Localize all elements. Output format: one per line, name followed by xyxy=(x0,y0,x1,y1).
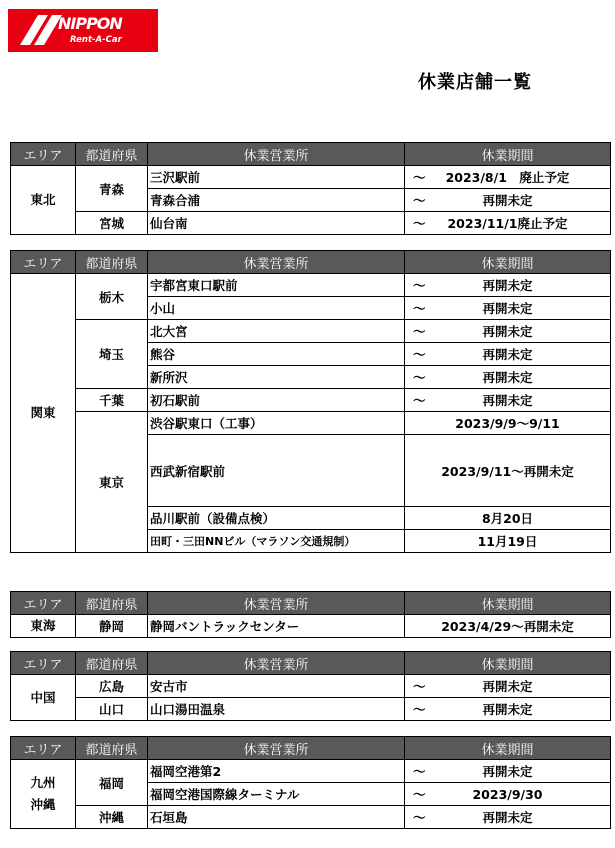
period-text: 2023/9/9〜9/11 xyxy=(455,416,560,431)
header-office: 休業営業所 xyxy=(148,592,405,615)
header-area: エリア xyxy=(11,592,76,615)
header-period: 休業期間 xyxy=(405,251,611,274)
header-prefecture: 都道府県 xyxy=(76,251,148,274)
office-cell: 福岡空港国際線ターミナル xyxy=(148,783,405,806)
header-period: 休業期間 xyxy=(405,143,611,166)
office-cell: 仙台南 xyxy=(148,212,405,235)
header-prefecture: 都道府県 xyxy=(76,737,148,760)
header-prefecture: 都道府県 xyxy=(76,652,148,675)
header-office: 休業営業所 xyxy=(148,143,405,166)
period-text: 再開未定 xyxy=(482,393,533,408)
table-row xyxy=(11,675,611,698)
period-cell xyxy=(405,760,611,783)
office-cell: 三沢駅前 xyxy=(148,166,405,189)
office-cell: 初石駅前 xyxy=(148,389,405,412)
office-cell: 安古市 xyxy=(148,675,405,698)
period-cell xyxy=(405,212,611,235)
prefecture-cell: 静岡 xyxy=(76,615,148,638)
period-text: 再開未定 xyxy=(482,370,533,385)
period-cell xyxy=(405,366,611,389)
period-text: 2023/9/30 xyxy=(472,786,543,802)
header-office: 休業営業所 xyxy=(148,652,405,675)
period-cell xyxy=(405,343,611,366)
office-cell: 宇都宮東口駅前 xyxy=(148,274,405,297)
prefecture-cell: 千葉 xyxy=(76,389,148,412)
area-table xyxy=(10,142,611,235)
office-cell: 渋谷駅東口（工事） xyxy=(148,412,405,435)
table-row xyxy=(11,212,611,235)
prefecture-cell: 山口 xyxy=(76,698,148,721)
header-area: エリア xyxy=(11,652,76,675)
area-cell: 関東 xyxy=(11,274,76,553)
prefecture-cell: 福岡 xyxy=(76,760,148,806)
tilde-mark: 〜 xyxy=(413,702,426,717)
header-area: エリア xyxy=(11,143,76,166)
area-cell: 九州 沖縄 xyxy=(11,760,76,829)
office-cell: 山口湯田温泉 xyxy=(148,698,405,721)
prefecture-cell: 宮城 xyxy=(76,212,148,235)
office-cell: 小山 xyxy=(148,297,405,320)
tilde-mark: 〜 xyxy=(413,370,426,385)
tilde-mark: 〜 xyxy=(413,764,426,779)
area-table xyxy=(10,651,611,721)
header-period: 休業期間 xyxy=(405,737,611,760)
period-cell xyxy=(405,274,611,297)
prefecture-cell: 東京 xyxy=(76,412,148,553)
header-area: エリア xyxy=(11,737,76,760)
period-cell xyxy=(405,615,611,638)
logo-subtitle: Rent-A-Car xyxy=(70,35,122,45)
tilde-mark: 〜 xyxy=(413,347,426,362)
period-cell xyxy=(405,435,611,507)
tilde-mark: 〜 xyxy=(413,216,426,231)
prefecture-cell: 広島 xyxy=(76,675,148,698)
office-cell: 石垣島 xyxy=(148,806,405,829)
period-cell xyxy=(405,297,611,320)
header-period: 休業期間 xyxy=(405,652,611,675)
tilde-mark: 〜 xyxy=(413,278,426,293)
tilde-mark: 〜 xyxy=(413,787,426,802)
office-cell: 静岡バントラックセンター xyxy=(148,615,405,638)
period-cell xyxy=(405,389,611,412)
period-text: 11月19日 xyxy=(477,534,538,549)
period-text: 再開未定 xyxy=(482,324,533,339)
period-text: 再開未定 xyxy=(482,764,533,779)
period-text: 2023/4/29〜再開未定 xyxy=(441,619,574,634)
period-cell xyxy=(405,320,611,343)
table-row xyxy=(11,615,611,638)
period-text: 再開未定 xyxy=(482,193,533,208)
period-cell xyxy=(405,189,611,212)
period-cell xyxy=(405,806,611,829)
tilde-mark: 〜 xyxy=(413,393,426,408)
header-period: 休業期間 xyxy=(405,592,611,615)
period-cell xyxy=(405,783,611,806)
period-text: 2023/11/1廃止予定 xyxy=(447,216,568,231)
prefecture-cell: 栃木 xyxy=(76,274,148,320)
office-cell: 西武新宿駅前 xyxy=(148,435,405,507)
tilde-mark: 〜 xyxy=(413,193,426,208)
period-cell xyxy=(405,507,611,530)
tilde-mark: 〜 xyxy=(413,170,426,185)
header-prefecture: 都道府県 xyxy=(76,143,148,166)
period-text: 再開未定 xyxy=(482,810,533,825)
header-prefecture: 都道府県 xyxy=(76,592,148,615)
period-cell xyxy=(405,530,611,553)
period-text: 再開未定 xyxy=(482,278,533,293)
period-cell xyxy=(405,675,611,698)
header-office: 休業営業所 xyxy=(148,737,405,760)
period-cell xyxy=(405,698,611,721)
prefecture-cell: 沖縄 xyxy=(76,806,148,829)
table-row xyxy=(11,698,611,721)
office-cell: 熊谷 xyxy=(148,343,405,366)
table-row xyxy=(11,760,611,783)
office-cell: 福岡空港第2 xyxy=(148,760,405,783)
period-text: 8月20日 xyxy=(481,511,534,526)
period-text: 2023/9/11〜再開未定 xyxy=(441,463,574,479)
brand-logo xyxy=(8,9,158,52)
period-text: 再開未定 xyxy=(482,702,533,717)
office-cell: 北大宮 xyxy=(148,320,405,343)
prefecture-cell: 青森 xyxy=(76,166,148,212)
tilde-mark: 〜 xyxy=(413,301,426,316)
tilde-mark: 〜 xyxy=(413,810,426,825)
table-row xyxy=(11,166,611,189)
area-table xyxy=(10,250,611,553)
prefecture-cell: 埼玉 xyxy=(76,320,148,389)
office-cell: 新所沢 xyxy=(148,366,405,389)
table-row xyxy=(11,806,611,829)
period-cell xyxy=(405,412,611,435)
period-text: 再開未定 xyxy=(482,301,533,316)
period-text: 2023/8/1 廃止予定 xyxy=(445,170,570,185)
header-area: エリア xyxy=(11,251,76,274)
header-office: 休業営業所 xyxy=(148,251,405,274)
area-cell: 中国 xyxy=(11,675,76,721)
area-table xyxy=(10,736,611,829)
table-row xyxy=(11,274,611,297)
area-cell: 東北 xyxy=(11,166,76,235)
tilde-mark: 〜 xyxy=(413,679,426,694)
office-cell: 品川駅前（設備点検） xyxy=(148,507,405,530)
office-cell: 青森合浦 xyxy=(148,189,405,212)
area-table xyxy=(10,591,611,638)
area-cell: 東海 xyxy=(11,615,76,638)
table-row xyxy=(11,389,611,412)
office-cell: 田町・三田NNビル（マラソン交通規制） xyxy=(148,530,405,553)
table-row xyxy=(11,412,611,435)
period-text: 再開未定 xyxy=(482,679,533,694)
logo-name: NIPPON xyxy=(58,14,122,33)
period-cell xyxy=(405,166,611,189)
period-text: 再開未定 xyxy=(482,347,533,362)
tilde-mark: 〜 xyxy=(413,324,426,339)
table-row xyxy=(11,320,611,343)
page-title: 休業店舗一覧 xyxy=(418,72,532,93)
